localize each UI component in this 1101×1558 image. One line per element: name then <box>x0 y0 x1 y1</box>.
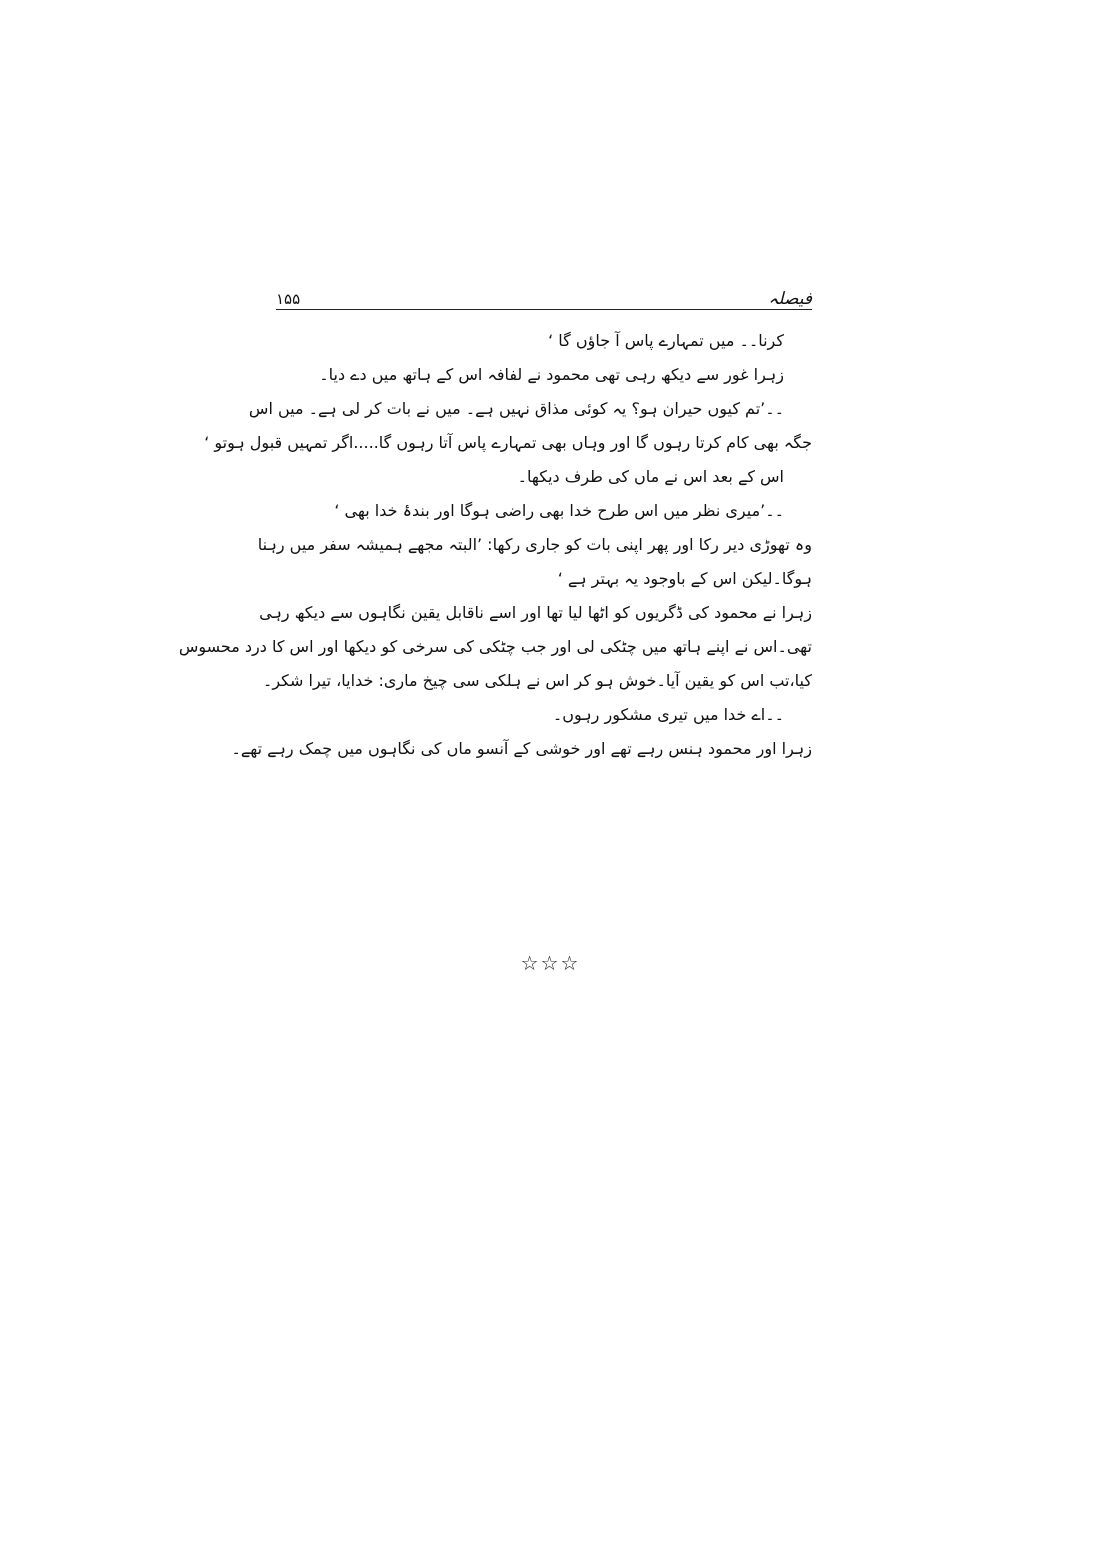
header-rule <box>276 309 812 310</box>
text-line: ہوگا۔لیکن اس کے باوجود یہ بہتر ہے ‘ <box>557 569 812 588</box>
section-end-ornament: ☆☆☆ <box>520 951 581 975</box>
body-text <box>178 324 812 766</box>
text-line: ۔۔اے خدا میں تیری مشکور رہوں۔ <box>552 705 784 724</box>
text-line: ۔۔’میری نظر میں اس طرح خدا بھی راضی ہوگا اور بندۂ خدا بھی ‘ <box>334 501 784 520</box>
text-line: زہرا اور محمود ہنس رہے تھے اور خوشی کے آنسو ماں کی نگاہوں میں چمک رہے تھے۔ <box>231 739 812 758</box>
text-line: ۔۔’تم کیوں حیران ہو؟ یہ کوئی مذاق نہیں ہے۔ میں نے بات کر لی ہے۔ میں اس <box>248 399 784 418</box>
page-header <box>276 282 812 310</box>
text-line: تھی۔اس نے اپنے ہاتھ میں چٹکی لی اور جب چٹکی کی سرخی کو دیکھا اور اس کا درد محسوس <box>178 637 812 656</box>
text-line: کیا،تب اس کو یقین آیا۔خوش ہو کر اس نے ہلکی سی چیخ ماری: خدایا، تیرا شکر۔ <box>262 671 812 690</box>
text-line: کرنا۔۔ میں تمہارے پاس آ جاؤں گا ‘ <box>548 331 784 350</box>
running-title: فیصلہ <box>768 289 812 309</box>
text-line: اس کے بعد اس نے ماں کی طرف دیکھا۔ <box>517 467 784 486</box>
text-line: زہرا غور سے دیکھ رہی تھی محمود نے لفافہ اس کے ہاتھ میں دے دیا۔ <box>319 365 784 384</box>
text-line: زہرا نے محمود کی ڈگریوں کو اٹھا لیا تھا اور اسے ناقابل یقین نگاہوں سے دیکھ رہی <box>259 603 812 622</box>
page-number: ۱۵۵ <box>276 290 301 308</box>
text-line: جگہ بھی کام کرتا رہوں گا اور وہاں بھی تمہارے پاس آتا رہوں گا.....اگر تمہیں قبول ہوتو ‘ <box>204 433 812 452</box>
text-line: وہ تھوڑی دیر رکا اور پھر اپنی بات کو جاری رکھا: ’البتہ مجھے ہمیشہ سفر میں رہنا <box>257 535 812 554</box>
